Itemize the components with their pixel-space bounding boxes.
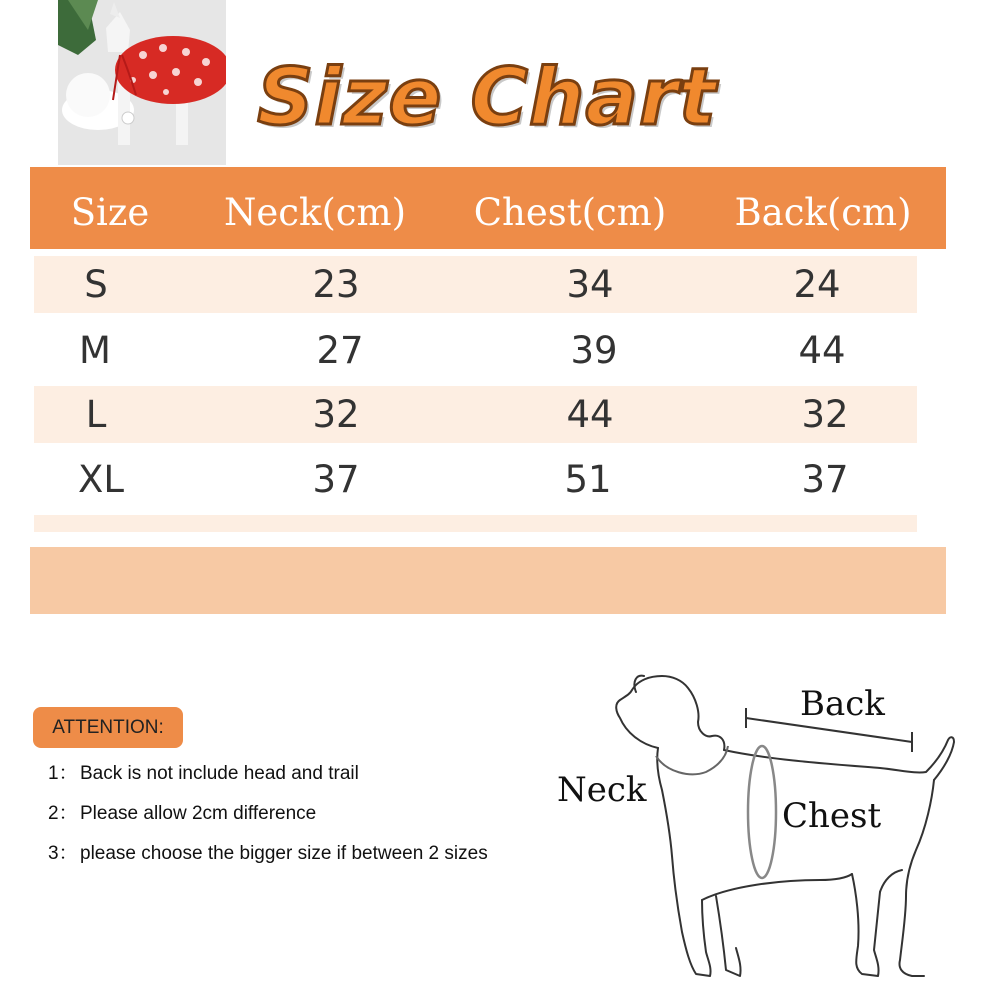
diagram-label-back: Back <box>800 684 885 724</box>
cell-size: M <box>79 329 111 372</box>
cell-size: XL <box>78 458 124 501</box>
table-row <box>0 329 1001 379</box>
note-text: please choose the bigger size if between 2 sizes <box>80 843 488 864</box>
cell-neck: 32 <box>312 393 360 436</box>
neck-measure-line <box>656 746 728 774</box>
note-item <box>48 798 316 825</box>
cell-back: 24 <box>793 263 841 306</box>
dog-measurement-diagram <box>540 660 980 995</box>
cell-back: 37 <box>801 458 849 501</box>
note-item <box>48 758 359 785</box>
cell-back: 44 <box>798 329 846 372</box>
cell-chest: 44 <box>566 393 614 436</box>
note-number: 2： <box>48 803 78 824</box>
note-number: 3： <box>48 843 78 864</box>
attention-badge: ATTENTION: <box>33 707 183 748</box>
cell-chest: 39 <box>570 329 618 372</box>
header-chest: Chest(cm) <box>473 191 667 234</box>
header-size: Size <box>70 191 150 234</box>
note-number: 1： <box>48 763 78 784</box>
page-title: Size Chart <box>257 53 717 143</box>
cell-size: S <box>84 263 108 306</box>
diagram-label-chest: Chest <box>782 796 882 836</box>
cell-chest: 34 <box>566 263 614 306</box>
dog-in-coat-photo <box>58 0 226 165</box>
note-text: Back is not include head and trail <box>80 763 359 784</box>
chest-measure-loop <box>748 746 776 878</box>
table-row <box>0 263 1001 313</box>
footer-band <box>30 547 946 614</box>
diagram-label-neck: Neck <box>557 770 647 810</box>
cell-chest: 51 <box>564 458 612 501</box>
header-back: Back(cm) <box>734 191 912 234</box>
header-neck: Neck(cm) <box>223 191 407 234</box>
cell-neck: 27 <box>316 329 364 372</box>
cell-neck: 37 <box>312 458 360 501</box>
table-row <box>0 393 1001 443</box>
product-thumbnail <box>58 0 226 165</box>
cell-neck: 23 <box>312 263 360 306</box>
table-header <box>30 167 946 249</box>
table-row <box>0 458 1001 508</box>
row-tint <box>34 515 917 532</box>
note-item <box>48 838 488 865</box>
cell-size: L <box>85 393 107 436</box>
note-text: Please allow 2cm difference <box>80 803 317 824</box>
cell-back: 32 <box>801 393 849 436</box>
